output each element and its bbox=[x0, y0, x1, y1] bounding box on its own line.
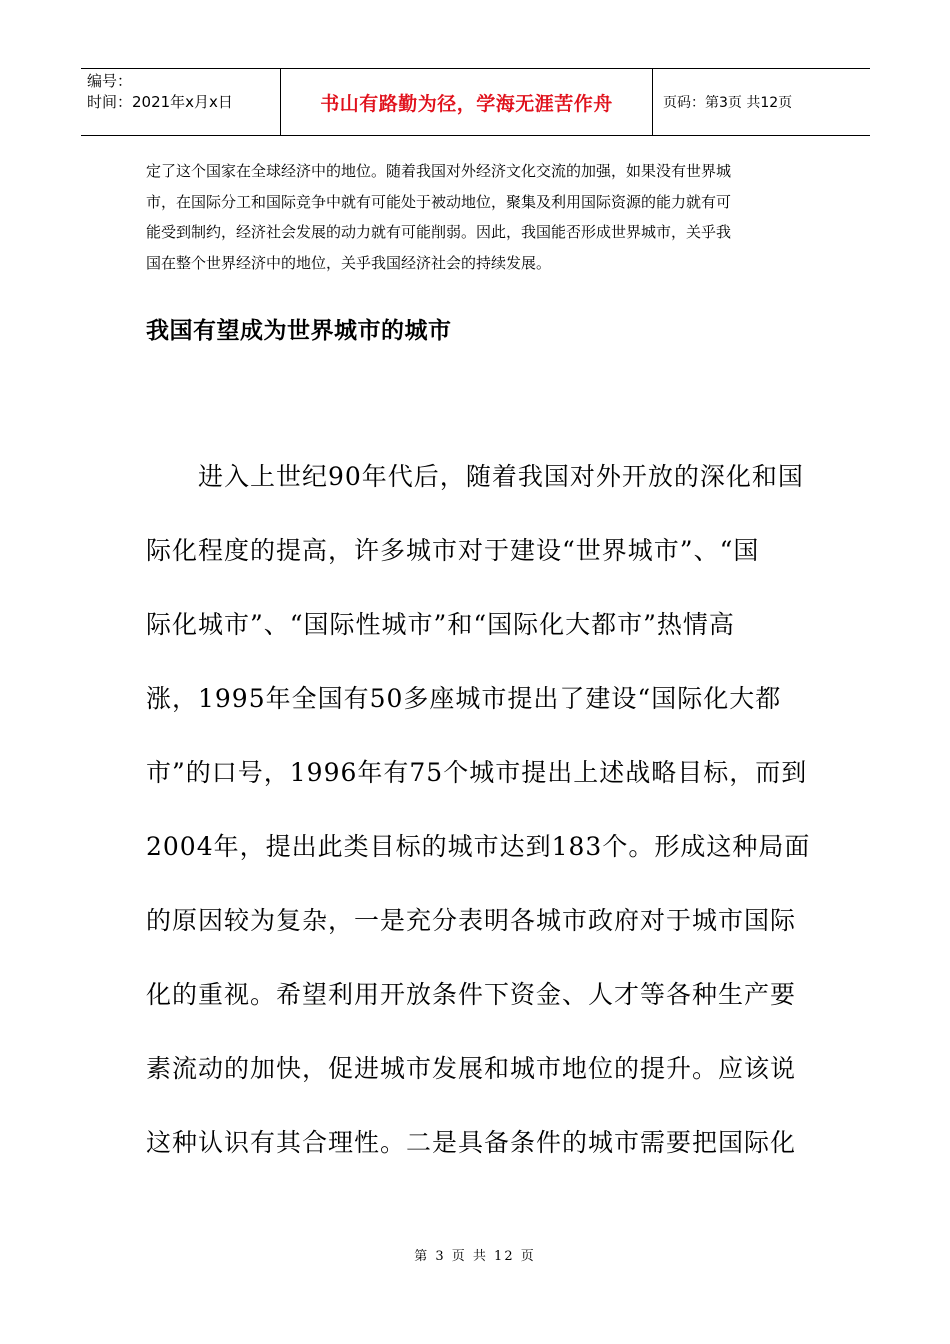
intro-line: 能受到制约，经济社会发展的动力就有可能削弱。因此，我国能否形成世界城市，关乎我 bbox=[146, 223, 732, 241]
body-line: 进入上世纪90年代后，随着我国对外开放的深化和国 bbox=[146, 462, 804, 491]
body-line: 化的重视。希望利用开放条件下资金、人才等各种生产要 bbox=[146, 980, 797, 1009]
intro-line: 国在整个世界经济中的地位，关乎我国经济社会的持续发展。 bbox=[146, 253, 552, 272]
intro-line: 定了这个国家在全球经济中的地位。随着我国对外经济文化交流的加强，如果没有世界城 bbox=[146, 162, 732, 180]
body-line: 涨，1995年全国有50多座城市提出了建设“国际化大都 bbox=[146, 684, 782, 713]
header-motto: 书山有路勤为径，学海无涯苦作舟 bbox=[320, 92, 613, 115]
header-meta-cell bbox=[81, 69, 281, 135]
document-header bbox=[81, 68, 870, 136]
header-page-cell bbox=[653, 69, 870, 135]
body-line: 2004年，提出此类目标的城市达到183个。形成这种局面 bbox=[146, 832, 811, 861]
document-number-label: 编号： bbox=[87, 72, 133, 90]
body-line: 的原因较为复杂，一是充分表明各城市政府对于城市国际 bbox=[146, 906, 797, 935]
header-page-info: 页码：第3页 共12页 bbox=[663, 95, 793, 111]
intro-paragraph bbox=[146, 156, 810, 278]
section-heading: 我国有望成为世界城市的城市 bbox=[146, 318, 452, 344]
body-line: 素流动的加快，促进城市发展和城市地位的提升。应该说 bbox=[146, 1054, 797, 1083]
body-line: 这种认识有其合理性。二是具备条件的城市需要把国际化 bbox=[146, 1128, 797, 1157]
document-date: 时间：2021年x月x日 bbox=[87, 93, 233, 111]
page-footer: 第 3 页 共 12 页 bbox=[414, 1249, 536, 1264]
body-line: 际化程度的提高，许多城市对于建设“世界城市”、“国 bbox=[146, 536, 760, 565]
header-motto-cell bbox=[281, 69, 653, 135]
intro-line: 市，在国际分工和国际竞争中就有可能处于被动地位，聚集及利用国际资源的能力就有可 bbox=[146, 192, 732, 211]
body-line: 市”的口号，1996年有75个城市提出上述战略目标，而到 bbox=[146, 758, 808, 787]
body-paragraph bbox=[146, 440, 810, 1180]
body-line: 际化城市”、“国际性城市”和“国际化大都市”热情高 bbox=[146, 610, 735, 639]
